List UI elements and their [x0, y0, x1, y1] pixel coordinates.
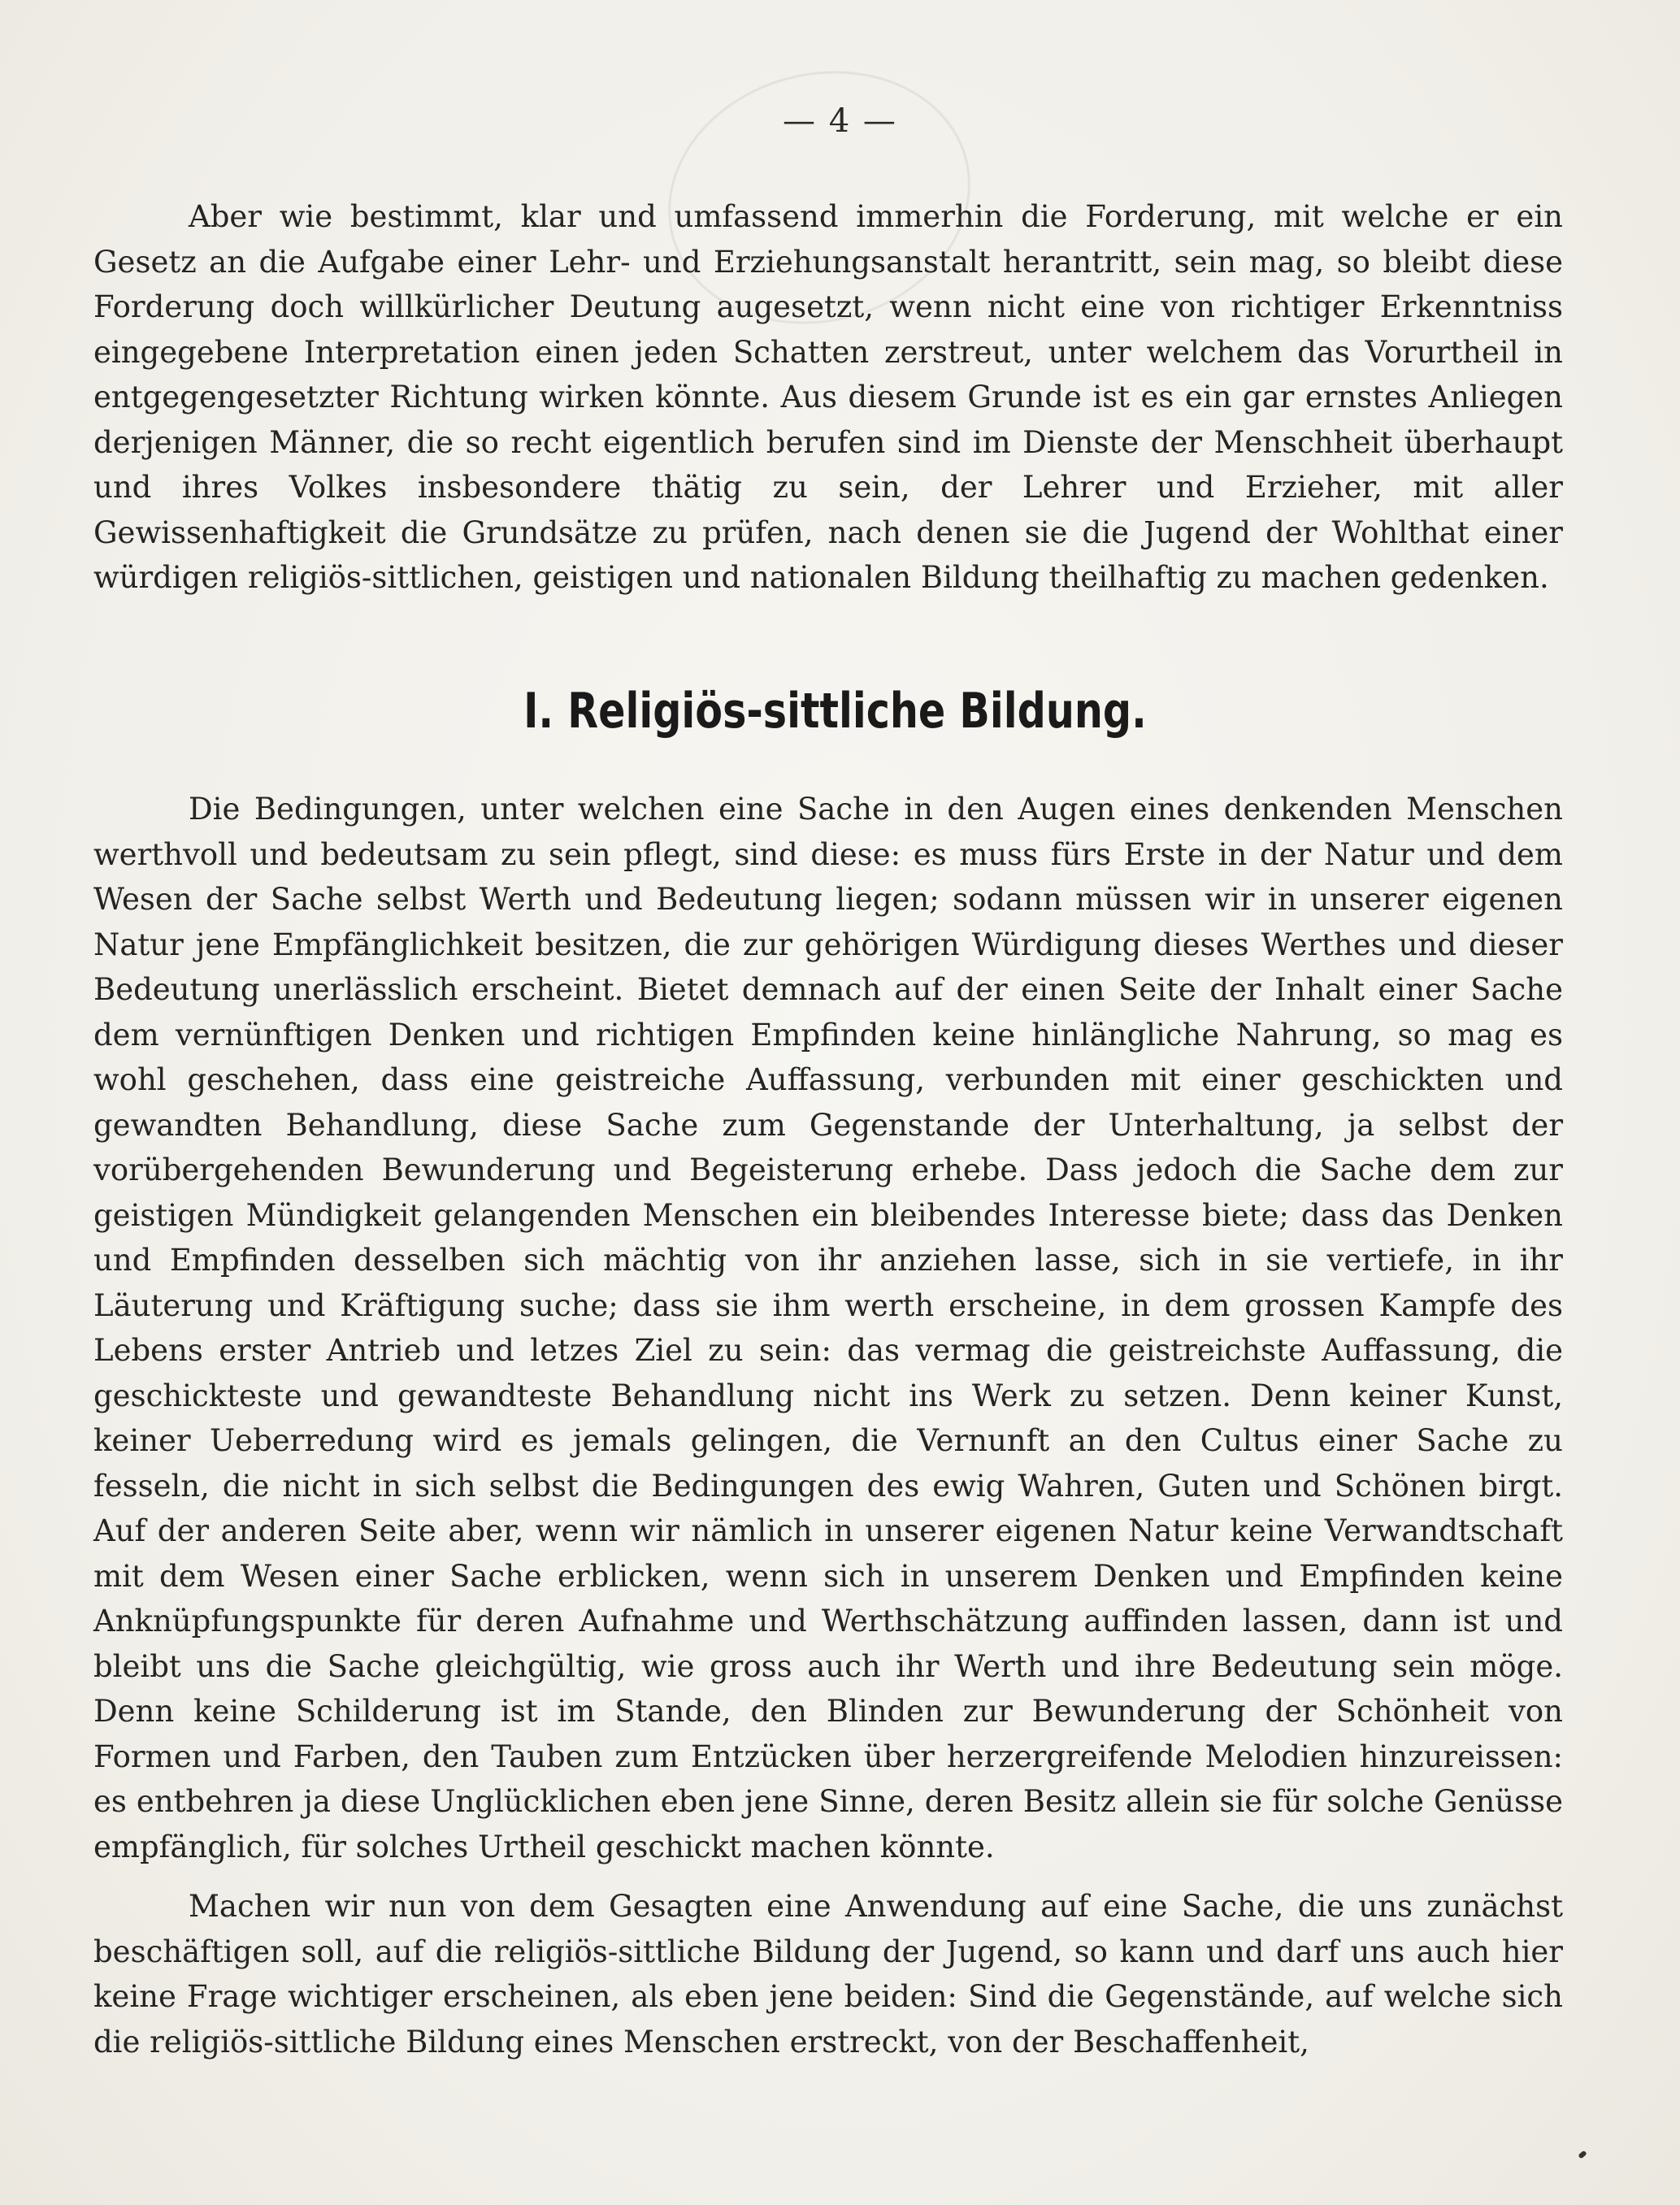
- page-number: — 4 —: [783, 102, 897, 140]
- paragraph-conditions: Die Bedingungen, unter welchen eine Sache in den Augen eines denkenden Menschen werthvoll und bedeutsam zu sein pflegt, sind diese: es muss fürs Erste in der Natur und dem Wesen der Sache selbst Werth und Bedeutung liegen; sodann müssen wir in unserer eigenen Natur jene Empfänglichkeit besitzen, die zur gehörigen Würdigung dieses Werthes und dieser Bedeutung unerlässlich erscheint. Bietet demnach auf der einen Seite der Inhalt einer Sache dem vernünftigen Denken und richtigen Empfinden keine hinlängliche Nahrung, so mag es wohl geschehen, dass eine geistreiche Auffassung, verbunden mit einer geschickten und gewandten Behandlung, diese Sache zum Gegenstande der Unterhaltung, ja selbst der vorübergehenden Bewunderung und Begeisterung erhebe. Dass jedoch die Sache dem zur geistigen Mündigkeit gelangenden Menschen ein bleibendes Interesse biete; dass das Denken und Empfinden desselben sich mächtig von ihr anziehen lasse, sich in sie vertiefe, in ihr Läuterung und Kräftigung suche; dass sie ihm werth erscheine, in dem grossen Kampfe des Lebens erster Antrieb und letzes Ziel zu sein: das vermag die geistreichste Auffassung, die geschickteste und gewandteste Behandlung nicht ins Werk zu setzen. Denn keiner Kunst, keiner Ueberredung wird es jemals gelingen, die Vernunft an den Cultus einer Sache zu fesseln, die nicht in sich selbst die Bedingungen des ewig Wahren, Guten und Schönen birgt. Auf der anderen Seite aber, wenn wir nämlich in unserer eigenen Natur keine Verwandtschaft mit dem Wesen einer Sache erblicken, wenn sich in unserem Denken und Empfinden keine Anknüpfungspunkte für deren Aufnahme und Werthschätzung auffinden lassen, dann ist und bleibt uns die Sache gleichgültig, wie gross auch ihr Werth und ihre Bedeutung sein möge. Denn keine Schilderung ist im Stande, den Blinden zur Bewunderung der Schönheit von Formen und Farben, den Tauben zum Entzücken über herzergreifende Melodien hinzureissen: es entbehren ja diese Unglücklichen eben jene Sinne, deren Besitz allein sie für solche Genüsse empfänglich, für solches Urtheil geschickt machen könnte.: [93, 792, 1563, 1864]
- ink-speck: [1578, 2150, 1587, 2159]
- section-heading: I. Religiös-sittliche Bildung.: [523, 683, 1147, 740]
- paragraph-application: Machen wir nun von dem Gesagten eine Anwendung auf eine Sache, die uns zunächst beschäftigen soll, auf die religiös-sittliche Bildung der Jugend, so kann und darf uns auch hier keine Frage wichtiger erscheinen, als eben jene beiden: Sind die Gegenstände, auf welche sich die religiös-sittliche Bildung eines Menschen erstreckt, von der Beschaffenheit,: [93, 1889, 1563, 2060]
- paragraph-intro: Aber wie bestimmt, klar und umfassend immerhin die Forderung, mit welche er ein Gesetz an die Aufgabe einer Lehr- und Erziehungsanstalt herantritt, sein mag, so bleibt diese Forderung doch willkürlicher Deutung augesetzt, wenn nicht eine von richtiger Erkenntniss eingegebene Interpretation einen jeden Schatten zerstreut, unter welchem das Vorurtheil in entgegengesetzter Richtung wirken könnte. Aus diesem Grunde ist es ein gar ernstes Anliegen derjenigen Männer, die so recht eigentlich berufen sind im Dienste der Menschheit überhaupt und ihres Volkes insbesondere thätig zu sein, der Lehrer und Erzieher, mit aller Gewissenhaftigkeit die Grundsätze zu prüfen, nach denen sie die Jugend der Wohlthat einer würdigen religiös-sittlichen, geistigen und nationalen Bildung theilhaftig zu machen gedenken.: [93, 199, 1563, 595]
